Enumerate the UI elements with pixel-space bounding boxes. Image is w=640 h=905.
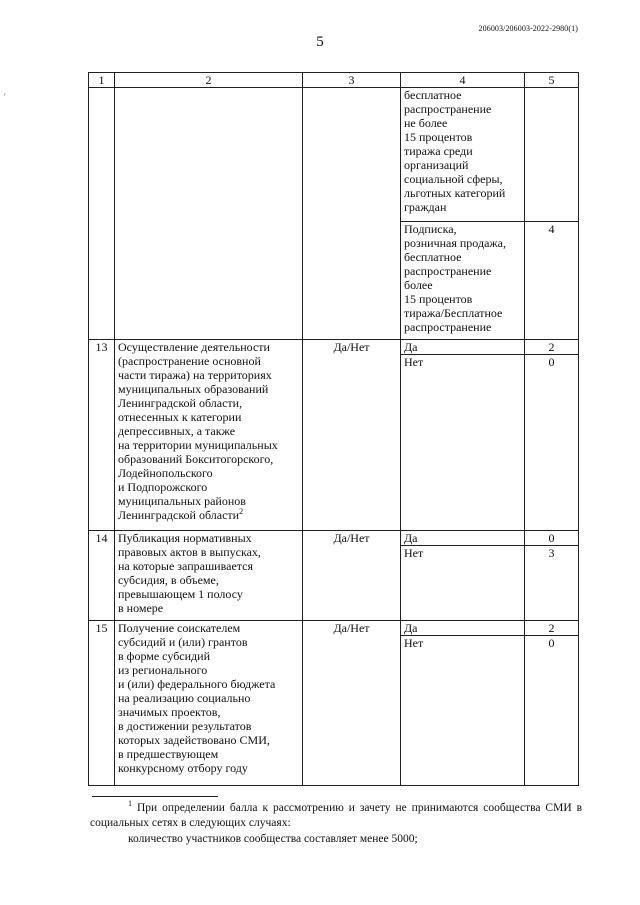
column-header: 3 (303, 73, 401, 88)
option-cell: Подписка, розничная продажа, бесплатное распространение более 15 процентов тиража/Бесплатное распространение (401, 222, 525, 340)
scan-speck: ' (4, 92, 6, 102)
score-cell (525, 88, 579, 222)
criteria-table (88, 72, 579, 786)
option-cell: бесплатное распространение не более 15 процентов тиража среди организаций социальной сферы, льготных категорий граждан (401, 88, 525, 222)
criterion-cell: Получение соискателем субсидий и (или) грантов в форме субсидий из регионального и (или) федерального бюджета на реализацию социально значимых проектов, в достижении результатов которых задействовано СМИ, в предшествующем конкурсному отбору году (115, 621, 303, 786)
criterion-cell: Публикация нормативных правовых актов в выпусках, на которые запрашивается субсидия, в объеме, превышающем 1 полосу в номере (115, 531, 303, 621)
footnote-item: количество участников сообщества составляет менее 5000; (128, 833, 418, 845)
footnote-1-text: При определении балла к рассмотрению и зачету не принимаются сообщества СМИ в социальных сетях в следующих случаях: (90, 802, 582, 829)
score-cell: 0 (525, 636, 579, 786)
column-header: 2 (115, 73, 303, 88)
column-header: 5 (525, 73, 579, 88)
criterion-cell (115, 340, 303, 531)
row-number-cell: 13 (89, 340, 115, 531)
score-cell: 4 (525, 222, 579, 340)
option-cell: Да (401, 621, 525, 636)
footnote-separator (92, 796, 218, 797)
table-row (89, 621, 579, 636)
table-row (89, 531, 579, 546)
table-header-row (89, 73, 579, 88)
document-id: 206003/206003-2022-2980(1) (478, 24, 578, 33)
option-cell: Нет (401, 546, 525, 621)
footnote-ref: 2 (239, 507, 244, 516)
type-cell (303, 88, 401, 340)
criterion-text: Осуществление деятельности (распространение основной части тиража) на территориях муниципальных образований Ленинградской области, отнесенных к категории депрессивных, а также на территории муниципальных образований Бокситогорского, Лодейнопольского и Подпорожского муниципальных районов Ленинградской области (118, 340, 278, 522)
table-row (89, 340, 579, 355)
row-number-cell: 15 (89, 621, 115, 786)
row-number-cell (89, 88, 115, 340)
option-cell: Нет (401, 355, 525, 531)
footnote-1 (90, 801, 582, 831)
type-cell: Да/Нет (303, 340, 401, 531)
row-number-cell: 14 (89, 531, 115, 621)
option-cell: Да (401, 340, 525, 355)
table-row (89, 88, 579, 222)
page-number: 5 (316, 34, 324, 50)
option-cell: Нет (401, 636, 525, 786)
column-header: 1 (89, 73, 115, 88)
score-cell: 0 (525, 355, 579, 531)
score-cell: 2 (525, 340, 579, 355)
type-cell: Да/Нет (303, 531, 401, 621)
column-header: 4 (401, 73, 525, 88)
footnote-mark: 1 (128, 799, 132, 809)
criterion-cell (115, 88, 303, 340)
score-cell: 2 (525, 621, 579, 636)
type-cell: Да/Нет (303, 621, 401, 786)
score-cell: 3 (525, 546, 579, 621)
score-cell: 0 (525, 531, 579, 546)
option-cell: Да (401, 531, 525, 546)
